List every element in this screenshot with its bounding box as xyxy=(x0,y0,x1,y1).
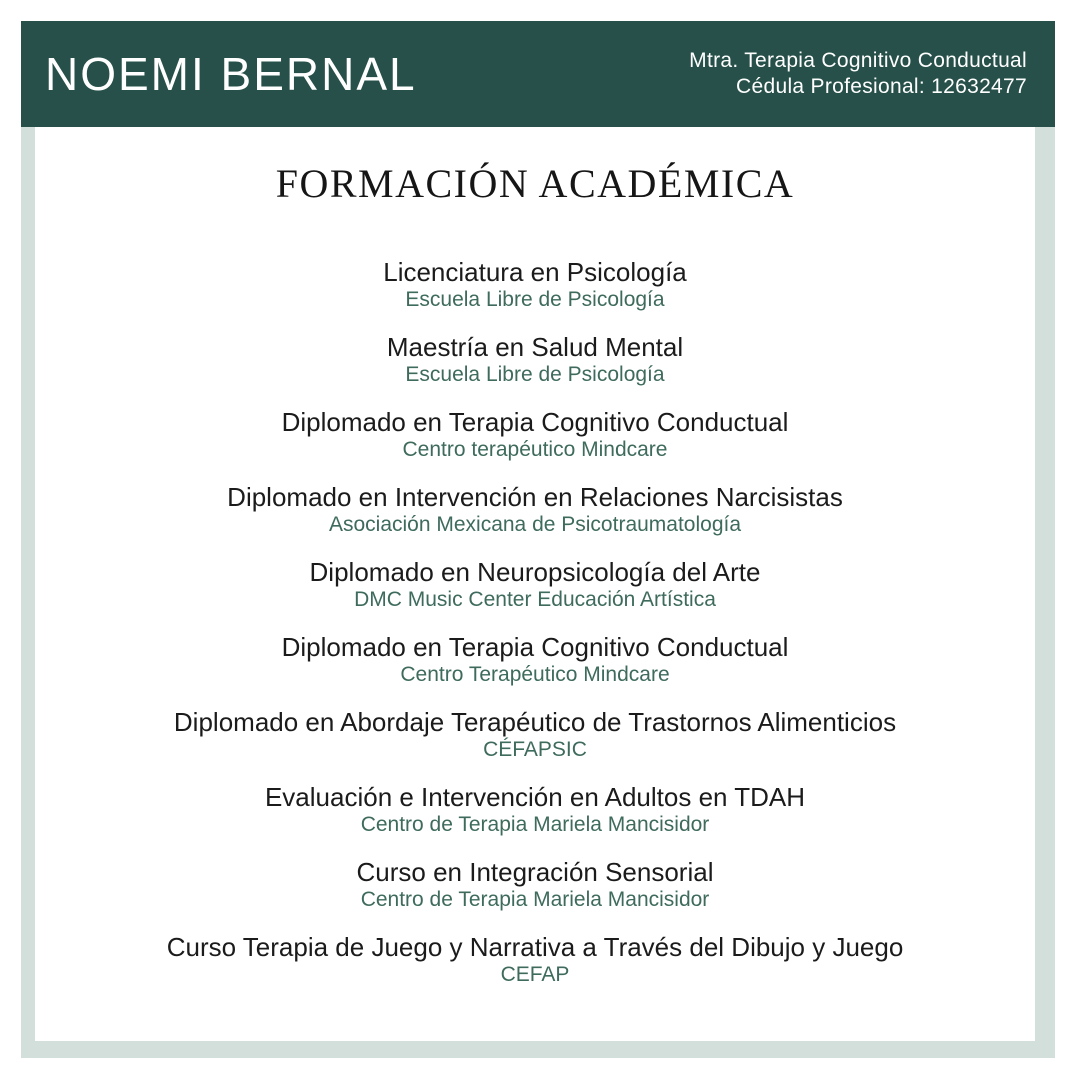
institution-name: Escuela Libre de Psicología xyxy=(405,288,665,311)
education-entry xyxy=(35,632,1035,688)
credential-license-number: Cédula Profesional: 12632477 xyxy=(736,75,1027,98)
education-entry xyxy=(35,557,1035,613)
institution-name: Escuela Libre de Psicología xyxy=(405,363,665,386)
education-entry xyxy=(35,782,1035,838)
header-bar xyxy=(21,21,1055,127)
education-list xyxy=(35,257,1035,988)
institution-name: Centro de Terapia Mariela Mancisidor xyxy=(360,888,710,911)
content-frame xyxy=(21,127,1055,1058)
degree-title: Diplomado en Intervención en Relaciones Narcisistas xyxy=(227,482,843,512)
degree-title: Diplomado en Terapia Cognitivo Conductual xyxy=(281,632,789,662)
credential-title: Mtra. Terapia Cognitivo Conductual xyxy=(689,49,1027,72)
education-entry xyxy=(35,857,1035,913)
degree-title: Evaluación e Intervención en Adultos en TDAH xyxy=(264,782,806,812)
education-entry xyxy=(35,482,1035,538)
education-entry xyxy=(35,707,1035,763)
degree-title: Diplomado en Terapia Cognitivo Conductual xyxy=(281,407,789,437)
institution-name: DMC Music Center Educación Artística xyxy=(354,588,716,611)
institution-name: Asociación Mexicana de Psicotraumatología xyxy=(328,513,742,536)
degree-title: Diplomado en Abordaje Terapéutico de Trastornos Alimenticios xyxy=(173,707,897,737)
person-name: NOEMI BERNAL xyxy=(45,48,417,100)
institution-name: CÉFAPSIC xyxy=(483,738,587,761)
institution-name: Centro terapéutico Mindcare xyxy=(402,438,668,461)
education-entry xyxy=(35,257,1035,313)
degree-title: Curso Terapia de Juego y Narrativa a Través del Dibujo y Juego xyxy=(166,932,904,962)
section-title: FORMACIÓN ACADÉMICA xyxy=(275,161,795,206)
institution-name: Centro Terapéutico Mindcare xyxy=(400,663,670,686)
degree-title: Curso en Integración Sensorial xyxy=(356,857,714,887)
institution-name: CEFAP xyxy=(500,963,570,986)
degree-title: Maestría en Salud Mental xyxy=(386,332,684,362)
institution-name: Centro de Terapia Mariela Mancisidor xyxy=(360,813,710,836)
degree-title: Diplomado en Neuropsicología del Arte xyxy=(309,557,761,587)
education-entry xyxy=(35,407,1035,463)
education-entry xyxy=(35,332,1035,388)
profile-card xyxy=(21,21,1055,1058)
credentials-block xyxy=(689,48,1027,100)
degree-title: Licenciatura en Psicología xyxy=(383,257,687,287)
education-entry xyxy=(35,932,1035,988)
